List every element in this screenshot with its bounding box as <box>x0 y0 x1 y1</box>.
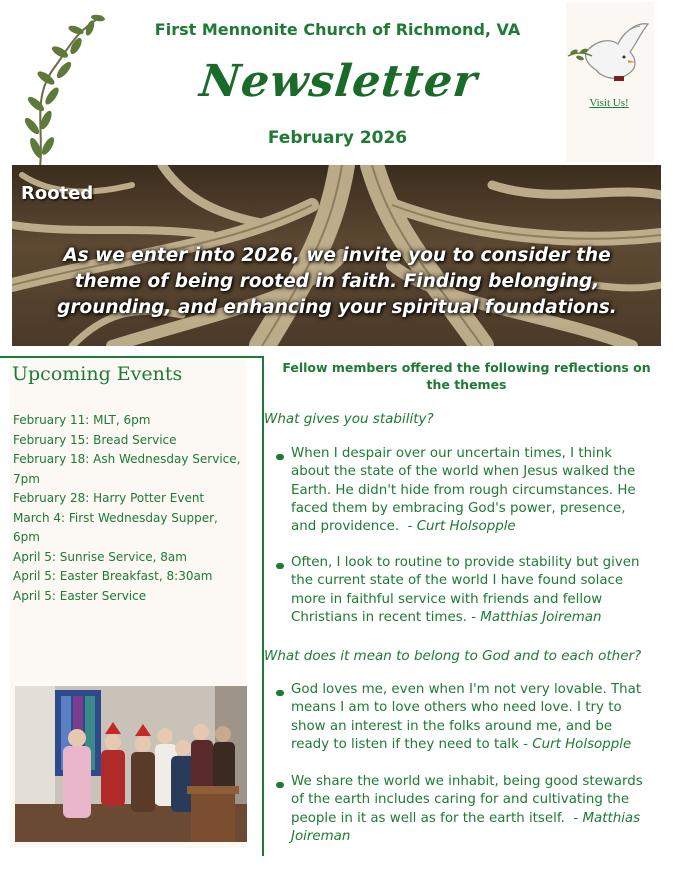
reflection-item: God loves me, even when I'm not very lovable. That means I am to love others who need love. I try to show an interest in the folks around me, and be ready to listen if they need to talk - Curt Holsopple <box>291 682 642 752</box>
bullet-icon <box>276 690 284 696</box>
reflection-item: Often, I look to routine to provide stability but given the current state of the world I have found solace more in faithful service with friends and fellow Christians in recent times. - Matthias Joireman <box>291 555 640 625</box>
event-item: February 18: Ash Wednesday Service, 7pm <box>13 452 241 486</box>
choir-photo <box>15 686 247 842</box>
reflection-author: Curt Holsopple <box>532 736 632 752</box>
events-list <box>13 411 241 606</box>
reflection-item: When I despair over our uncertain times, I think about the state of the world when Jesus walked the Earth. He didn't hide from rough circumstances. He faced them by embracing God's power, presence, and providence. - Curt Holsopple <box>291 446 636 535</box>
newsletter-title: Newsletter <box>197 56 481 107</box>
reflection-text: Often, I look to routine to provide stability but given the current state of the world I have found solace more in faithful service with friends and fellow Christians in recent times. <box>291 555 640 625</box>
rooted-banner <box>12 165 661 346</box>
reflection-author: Matthias Joireman <box>291 810 641 844</box>
reflections-heading: Fellow members offered the following reflections on the themes <box>282 360 651 392</box>
reflection-text: We share the world we inhabit, being good stewards of the earth includes caring for and cultivating the people in it as well as for the earth itself. <box>291 774 643 826</box>
event-item: February 11: MLT, 6pm <box>13 413 151 427</box>
banner-text: As we enter into 2026, we invite you to consider the theme of being rooted in faith. Finding belonging, grounding, and enhancing your spiritual foundations. <box>57 245 617 318</box>
event-item: February 28: Harry Potter Event <box>13 491 205 505</box>
vine-leaves-icon <box>14 8 114 168</box>
event-item: April 5: Easter Breakfast, 8:30am <box>13 569 213 583</box>
reflection-author: Curt Holsopple <box>416 519 516 535</box>
reflection-question: What does it mean to belong to God and to each other? <box>264 648 642 664</box>
reflection-text: God loves me, even when I'm not very lovable. That means I am to love others who need love. I try to show an interest in the folks around me, and be ready to listen if they need to talk <box>291 682 642 752</box>
event-item: February 15: Bread Service <box>13 432 177 447</box>
events-title: Upcoming Events <box>12 363 183 385</box>
reflection-author: Matthias Joireman <box>480 609 602 625</box>
divider <box>0 356 264 358</box>
dove-panel <box>566 2 654 162</box>
event-item: April 5: Easter Service <box>13 588 147 603</box>
reflection-text: When I despair over our uncertain times, I think about the state of the world when Jesus walked the Earth. He didn't hide from rough circumstances. He faced them by embracing God's power, presence, and providence. <box>291 446 636 535</box>
bullet-icon <box>276 563 284 569</box>
issue-date: February 2026 <box>267 128 408 148</box>
bullet-icon <box>276 782 284 788</box>
event-item: March 4: First Wednesday Supper, 6pm <box>13 510 218 544</box>
dove-with-olive-branch-icon <box>566 12 654 92</box>
reflection-question: What gives you stability? <box>264 411 434 427</box>
church-name: First Mennonite Church of Richmond, VA <box>154 20 521 39</box>
event-item: April 5: Sunrise Service, 8am <box>13 549 187 564</box>
visit-us-link[interactable]: Visit Us! <box>589 97 629 109</box>
reflection-item: We share the world we inhabit, being good stewards of the earth includes caring for and cultivating the people in it as well as for the earth itself. - Matthias Joireman <box>291 774 643 844</box>
upcoming-events-sidebar <box>0 356 264 856</box>
banner-label: Rooted <box>21 183 94 204</box>
reflections-column <box>264 356 673 856</box>
bullet-icon <box>276 454 284 460</box>
